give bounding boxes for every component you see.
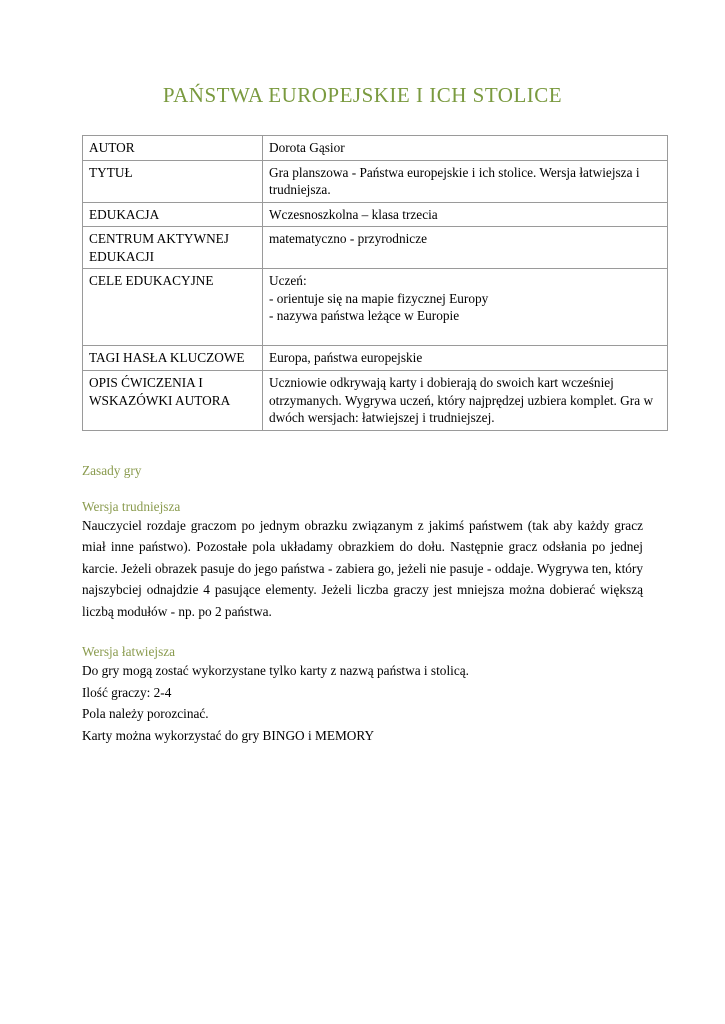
row-label: TYTUŁ	[83, 160, 263, 202]
table-row	[83, 346, 668, 371]
info-table	[82, 135, 668, 431]
page-title: PAŃSTWA EUROPEJSKIE I ICH STOLICE	[162, 83, 563, 107]
row-label: CELE EDUKACYJNE	[83, 269, 263, 346]
row-value	[263, 227, 668, 269]
cell-line: Uczniowie odkrywają karty i dobierają do swoich kart wcześniej otrzymanych. Wygrywa uczeń, który najprędzej uzbiera komplet. Gra w dwóch wersjach: łatwiejszej i trudniejszej.	[269, 375, 657, 426]
easy-version-heading: Wersja łatwiejsza	[82, 644, 176, 660]
table-row	[83, 136, 668, 161]
cell-line	[269, 325, 662, 343]
table-row	[83, 160, 668, 202]
cell-line: Europa, państwa europejskie	[269, 350, 423, 366]
row-value	[263, 202, 668, 227]
row-label: EDUKACJA	[83, 202, 263, 227]
row-value	[263, 269, 668, 346]
row-label: AUTOR	[83, 136, 263, 161]
row-value	[263, 136, 668, 161]
cell-line: matematyczno - przyrodnicze	[269, 231, 428, 247]
table-row	[83, 227, 668, 269]
cell-line: Gra planszowa - Państwa europejskie i ich stolice. Wersja łatwiejsza i trudniejsza.	[269, 164, 643, 198]
row-label: CENTRUM AKTYWNEJ EDUKACJI	[83, 227, 263, 269]
cell-line: Dorota Gąsior	[269, 140, 345, 155]
row-value	[263, 160, 668, 202]
hard-version-heading: Wersja trudniejsza	[82, 498, 181, 514]
cell-line: Wczesnoszkolna – klasa trzecia	[269, 206, 438, 222]
row-value	[263, 371, 668, 431]
hard-version-text: Nauczyciel rozdaje graczom po jednym obrazku związanym z jakimś państwem (tak aby każdy gracz miał inne państwo). Pozostałe pola układamy obrazkiem do dołu. Następnie gracz odsłania po jednej karcie. Jeżeli obrazek pasuje do jego państwa - zabiera go, jeżeli nie pasuje - oddaje. Wygrywa ten, który najszybciej odnajdzie 4 pasujące elementy. Jeżeli liczba graczy jest mniejsza można dobierać większą liczbą modułów - np. po 2 państwa.	[82, 517, 643, 619]
table-row	[83, 269, 668, 346]
table-row	[83, 202, 668, 227]
row-label: OPIS ĆWICZENIA I WSKAZÓWKI AUTORA	[83, 371, 263, 431]
players-count: Ilość graczy: 2-4	[82, 684, 172, 700]
rules-heading: Zasady gry	[82, 462, 142, 478]
cell-line: - orientuje się na mapie fizycznej Europy	[269, 290, 489, 306]
row-value	[263, 346, 668, 371]
easy-version-text: Do gry mogą zostać wykorzystane tylko karty z nazwą państwa i stolicą.	[82, 663, 469, 679]
table-row	[83, 371, 668, 431]
cell-line: Uczeń:	[269, 273, 307, 289]
cards-note: Karty można wykorzystać do gry BINGO i MEMORY	[82, 727, 375, 743]
fields-note: Pola należy porozcinać.	[82, 706, 209, 722]
row-label: TAGI HASŁA KLUCZOWE	[83, 346, 263, 371]
cell-line: - nazywa państwa leżące w Europie	[269, 308, 460, 324]
